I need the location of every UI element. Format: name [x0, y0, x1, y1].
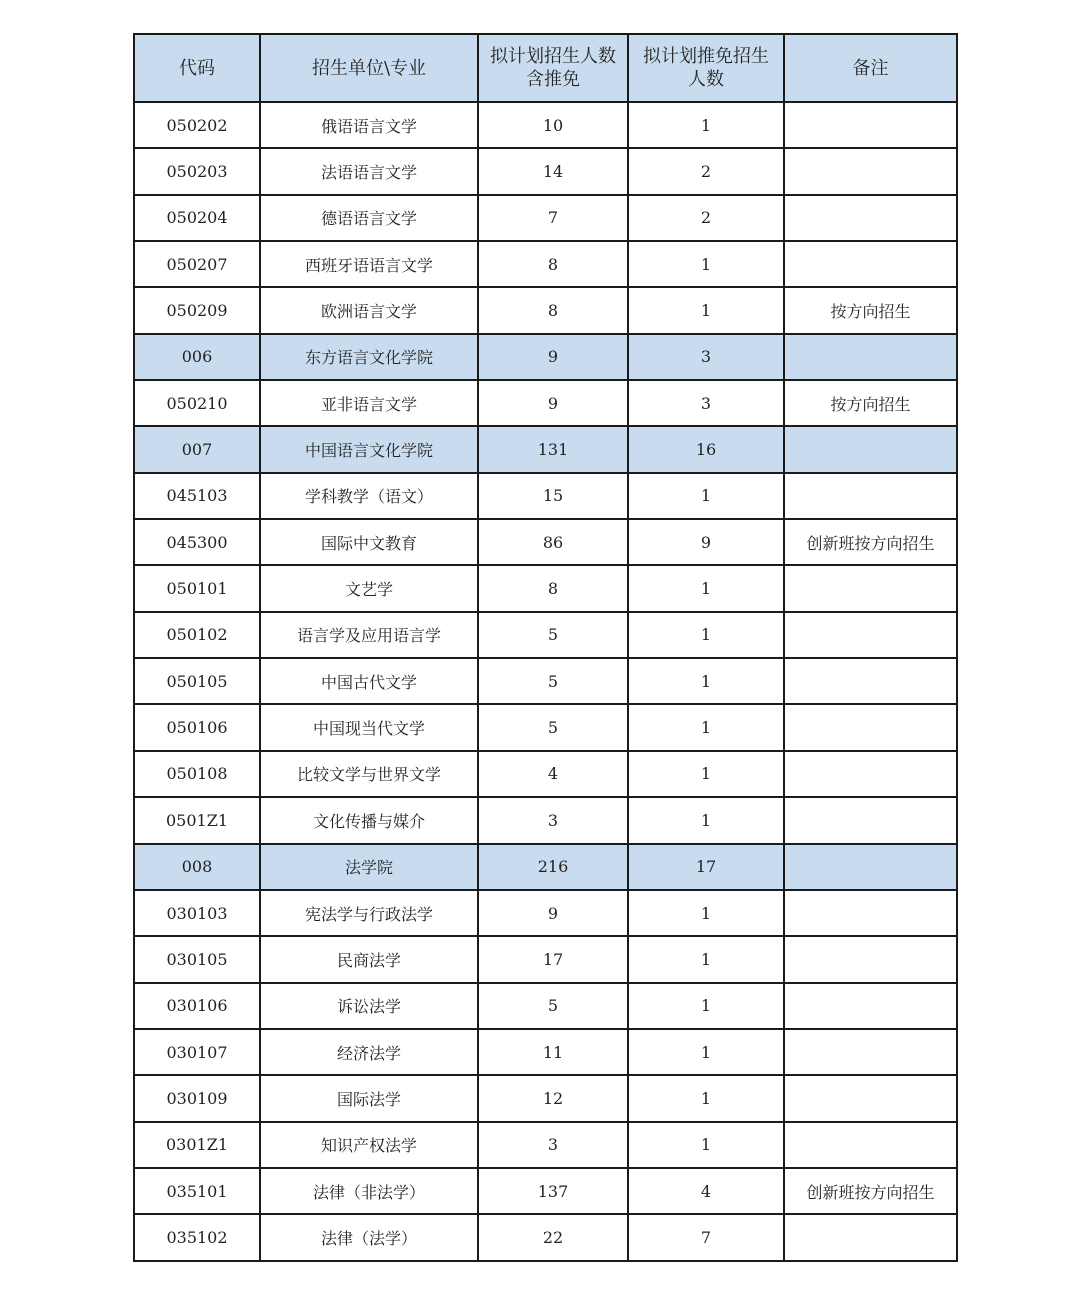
table-row — [134, 195, 957, 241]
cell-remarks — [784, 751, 957, 797]
cell-unit-major: 西班牙语语言文学 — [260, 241, 478, 287]
cell-planned-exempt: 1 — [628, 565, 784, 611]
cell-remarks — [784, 658, 957, 704]
cell-remarks — [784, 565, 957, 611]
cell-unit-major: 国际法学 — [260, 1075, 478, 1121]
header-unit-major: 招生单位\专业 — [260, 34, 478, 102]
cell-planned-total: 5 — [478, 612, 628, 658]
cell-planned-total: 5 — [478, 658, 628, 704]
cell-planned-exempt: 1 — [628, 473, 784, 519]
cell-code: 0501Z1 — [134, 797, 260, 843]
cell-planned-exempt: 1 — [628, 890, 784, 936]
table-row — [134, 797, 957, 843]
cell-planned-exempt: 1 — [628, 287, 784, 333]
cell-remarks — [784, 797, 957, 843]
table-body — [134, 102, 957, 1261]
cell-planned-exempt: 1 — [628, 658, 784, 704]
cell-unit-major: 比较文学与世界文学 — [260, 751, 478, 797]
cell-remarks — [784, 1214, 957, 1260]
cell-unit-major: 法律（非法学） — [260, 1168, 478, 1214]
cell-planned-exempt: 16 — [628, 426, 784, 472]
cell-planned-exempt: 9 — [628, 519, 784, 565]
cell-planned-total: 4 — [478, 751, 628, 797]
cell-remarks — [784, 241, 957, 287]
cell-unit-major: 文化传播与媒介 — [260, 797, 478, 843]
cell-remarks — [784, 704, 957, 750]
cell-planned-exempt: 1 — [628, 241, 784, 287]
cell-remarks — [784, 102, 957, 148]
table-row — [134, 380, 957, 426]
cell-planned-total: 15 — [478, 473, 628, 519]
cell-code: 030107 — [134, 1029, 260, 1075]
cell-code: 030109 — [134, 1075, 260, 1121]
cell-planned-exempt: 2 — [628, 195, 784, 241]
header-remarks: 备注 — [784, 34, 957, 102]
cell-code: 006 — [134, 334, 260, 380]
department-row — [134, 426, 957, 472]
cell-remarks — [784, 1029, 957, 1075]
cell-planned-total: 8 — [478, 241, 628, 287]
table-row — [134, 241, 957, 287]
table-row — [134, 983, 957, 1029]
cell-code: 050203 — [134, 148, 260, 194]
cell-planned-total: 8 — [478, 565, 628, 611]
cell-remarks — [784, 983, 957, 1029]
header-planned-total: 拟计划招生人数 含推免 — [478, 34, 628, 102]
cell-code: 050204 — [134, 195, 260, 241]
cell-unit-major: 宪法学与行政法学 — [260, 890, 478, 936]
cell-remarks — [784, 890, 957, 936]
cell-remarks: 按方向招生 — [784, 380, 957, 426]
cell-unit-major: 中国语言文化学院 — [260, 426, 478, 472]
cell-unit-major: 亚非语言文学 — [260, 380, 478, 426]
cell-code: 035102 — [134, 1214, 260, 1260]
cell-planned-total: 17 — [478, 936, 628, 982]
header-planned-exempt: 拟计划推免招生 人数 — [628, 34, 784, 102]
cell-planned-exempt: 1 — [628, 751, 784, 797]
table-row — [134, 287, 957, 333]
cell-code: 050207 — [134, 241, 260, 287]
cell-planned-exempt: 1 — [628, 1029, 784, 1075]
cell-remarks — [784, 612, 957, 658]
cell-code: 007 — [134, 426, 260, 472]
table-row — [134, 565, 957, 611]
table-row — [134, 1029, 957, 1075]
cell-code: 050202 — [134, 102, 260, 148]
cell-planned-total: 9 — [478, 380, 628, 426]
table-row — [134, 751, 957, 797]
enrollment-table — [133, 33, 958, 1262]
table-row — [134, 519, 957, 565]
table-row — [134, 148, 957, 194]
cell-planned-exempt: 1 — [628, 102, 784, 148]
cell-planned-total: 14 — [478, 148, 628, 194]
cell-planned-exempt: 17 — [628, 844, 784, 890]
cell-code: 045300 — [134, 519, 260, 565]
table-header — [134, 34, 957, 102]
cell-code: 008 — [134, 844, 260, 890]
cell-code: 0301Z1 — [134, 1122, 260, 1168]
department-row — [134, 844, 957, 890]
cell-unit-major: 民商法学 — [260, 936, 478, 982]
cell-planned-total: 11 — [478, 1029, 628, 1075]
cell-planned-total: 8 — [478, 287, 628, 333]
cell-planned-total: 9 — [478, 334, 628, 380]
cell-planned-exempt: 2 — [628, 148, 784, 194]
table-row — [134, 658, 957, 704]
cell-remarks: 创新班按方向招生 — [784, 1168, 957, 1214]
table-row — [134, 890, 957, 936]
cell-planned-total: 3 — [478, 1122, 628, 1168]
cell-code: 050209 — [134, 287, 260, 333]
table-row — [134, 936, 957, 982]
cell-code: 045103 — [134, 473, 260, 519]
cell-unit-major: 俄语语言文学 — [260, 102, 478, 148]
cell-unit-major: 文艺学 — [260, 565, 478, 611]
cell-planned-exempt: 1 — [628, 936, 784, 982]
cell-planned-total: 12 — [478, 1075, 628, 1121]
table-row — [134, 704, 957, 750]
cell-planned-total: 216 — [478, 844, 628, 890]
cell-code: 035101 — [134, 1168, 260, 1214]
cell-planned-exempt: 1 — [628, 797, 784, 843]
cell-code: 050101 — [134, 565, 260, 611]
cell-remarks — [784, 473, 957, 519]
table-row — [134, 473, 957, 519]
cell-unit-major: 欧洲语言文学 — [260, 287, 478, 333]
cell-planned-total: 10 — [478, 102, 628, 148]
cell-planned-total: 5 — [478, 983, 628, 1029]
cell-unit-major: 法律（法学） — [260, 1214, 478, 1260]
cell-unit-major: 东方语言文化学院 — [260, 334, 478, 380]
cell-unit-major: 德语语言文学 — [260, 195, 478, 241]
table-row — [134, 612, 957, 658]
cell-planned-exempt: 1 — [628, 612, 784, 658]
cell-code: 050106 — [134, 704, 260, 750]
cell-code: 050102 — [134, 612, 260, 658]
cell-planned-total: 7 — [478, 195, 628, 241]
department-row — [134, 334, 957, 380]
cell-remarks — [784, 1122, 957, 1168]
cell-unit-major: 知识产权法学 — [260, 1122, 478, 1168]
cell-planned-exempt: 1 — [628, 1122, 784, 1168]
header-row — [134, 34, 957, 102]
cell-unit-major: 学科教学（语文） — [260, 473, 478, 519]
table-row — [134, 1075, 957, 1121]
cell-code: 030103 — [134, 890, 260, 936]
table-row — [134, 1214, 957, 1260]
cell-unit-major: 中国现当代文学 — [260, 704, 478, 750]
cell-planned-exempt: 7 — [628, 1214, 784, 1260]
table-row — [134, 102, 957, 148]
cell-planned-exempt: 1 — [628, 704, 784, 750]
cell-unit-major: 法语语言文学 — [260, 148, 478, 194]
cell-planned-total: 9 — [478, 890, 628, 936]
cell-remarks: 按方向招生 — [784, 287, 957, 333]
cell-remarks: 创新班按方向招生 — [784, 519, 957, 565]
cell-planned-exempt: 1 — [628, 1075, 784, 1121]
cell-remarks — [784, 195, 957, 241]
cell-planned-total: 22 — [478, 1214, 628, 1260]
cell-planned-total: 86 — [478, 519, 628, 565]
cell-planned-total: 131 — [478, 426, 628, 472]
cell-planned-exempt: 3 — [628, 380, 784, 426]
cell-code: 030105 — [134, 936, 260, 982]
cell-unit-major: 语言学及应用语言学 — [260, 612, 478, 658]
cell-remarks — [784, 334, 957, 380]
header-code: 代码 — [134, 34, 260, 102]
cell-planned-total: 137 — [478, 1168, 628, 1214]
cell-unit-major: 国际中文教育 — [260, 519, 478, 565]
cell-code: 050108 — [134, 751, 260, 797]
cell-unit-major: 诉讼法学 — [260, 983, 478, 1029]
cell-remarks — [784, 148, 957, 194]
cell-unit-major: 法学院 — [260, 844, 478, 890]
cell-code: 030106 — [134, 983, 260, 1029]
table-row — [134, 1168, 957, 1214]
cell-remarks — [784, 1075, 957, 1121]
cell-remarks — [784, 426, 957, 472]
table-row — [134, 1122, 957, 1168]
cell-planned-exempt: 4 — [628, 1168, 784, 1214]
cell-planned-total: 5 — [478, 704, 628, 750]
cell-code: 050210 — [134, 380, 260, 426]
cell-remarks — [784, 936, 957, 982]
cell-code: 050105 — [134, 658, 260, 704]
cell-planned-exempt: 1 — [628, 983, 784, 1029]
cell-planned-total: 3 — [478, 797, 628, 843]
cell-planned-exempt: 3 — [628, 334, 784, 380]
cell-unit-major: 经济法学 — [260, 1029, 478, 1075]
cell-remarks — [784, 844, 957, 890]
cell-unit-major: 中国古代文学 — [260, 658, 478, 704]
